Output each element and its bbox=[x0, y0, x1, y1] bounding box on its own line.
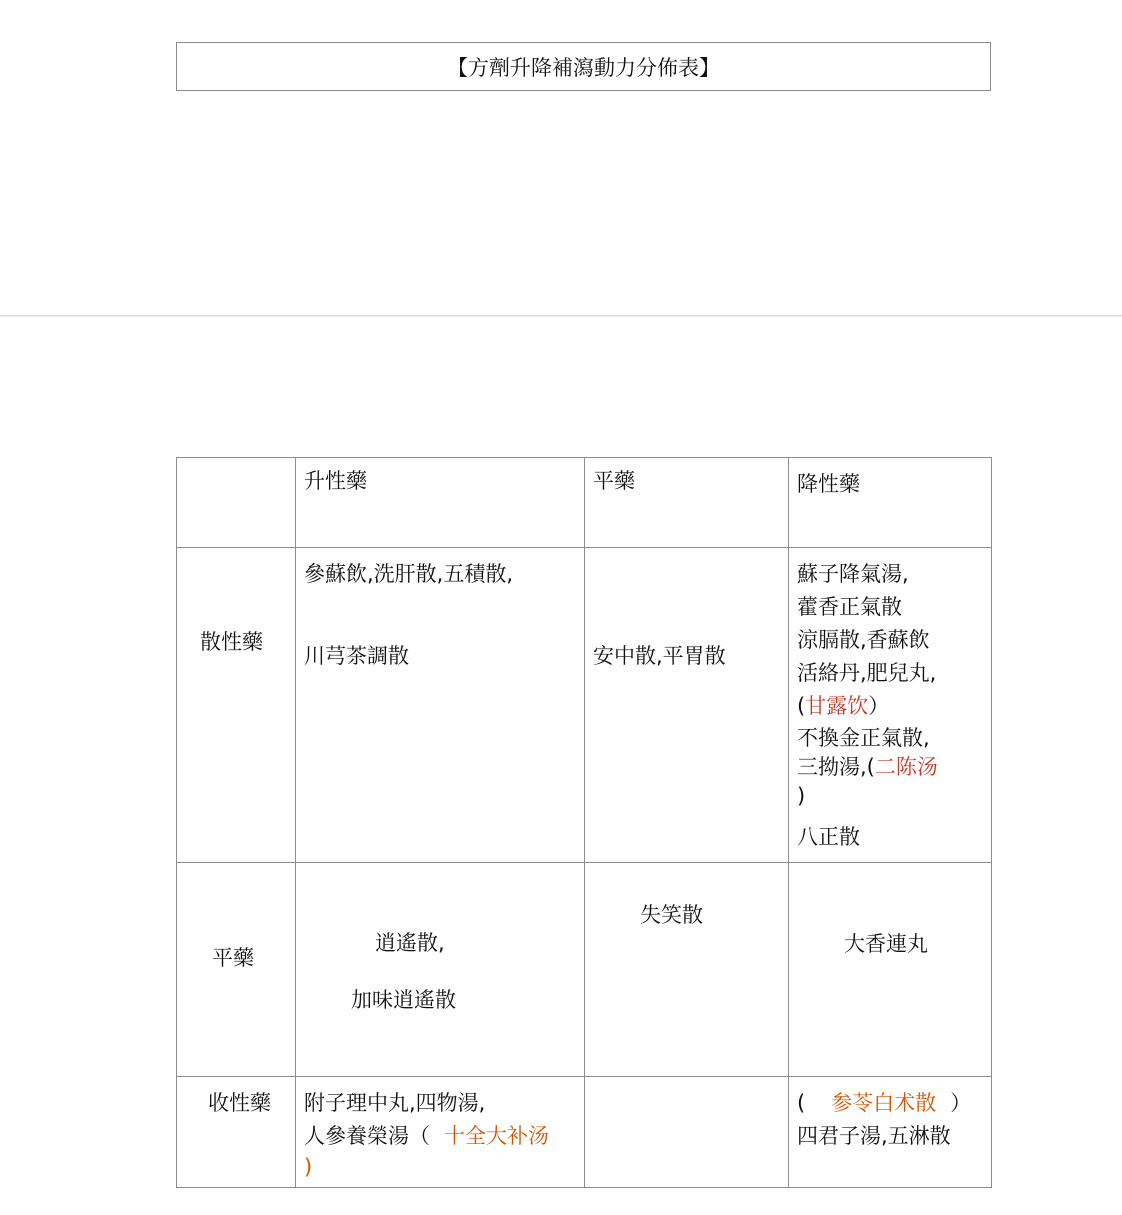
shenling-baizhu-san-text: 参苓白术散 bbox=[831, 1091, 937, 1115]
cell-san-sheng-line1: 參蘇飲,洗肝散,五積散, bbox=[304, 562, 514, 586]
sanao-tang-text: 三拗湯,( bbox=[797, 755, 875, 779]
cell-san-jiang-line9: 八正散 bbox=[797, 825, 860, 849]
cell-ping-jiang: 大香連丸 bbox=[844, 932, 928, 956]
header-ping: 平藥 bbox=[593, 469, 635, 493]
paren-close: ） bbox=[950, 1091, 972, 1115]
cell-san-jiang-line2: 藿香正氣散 bbox=[797, 595, 902, 619]
prescription-table bbox=[176, 457, 992, 1188]
cell-san-sheng-line2: 川芎茶調散 bbox=[304, 644, 409, 668]
page-divider bbox=[0, 315, 1122, 317]
cell-san-jiang-line1: 蘇子降氣湯, bbox=[797, 562, 909, 586]
cell-shou-sheng-line1: 附子理中丸,四物湯, bbox=[304, 1091, 486, 1115]
table-title-box bbox=[176, 42, 991, 91]
cell-ping-sheng-line2: 加味逍遙散 bbox=[351, 988, 456, 1012]
paren-open: ( bbox=[797, 1091, 806, 1115]
table-title: 【方劑升降補瀉動力分佈表】 bbox=[447, 55, 720, 80]
cell-san-jiang-line8: ) bbox=[797, 784, 806, 808]
cell-san-jiang-line6: 不換金正氣散, bbox=[797, 726, 930, 750]
header-sheng: 升性藥 bbox=[304, 469, 367, 493]
table-border-left bbox=[176, 457, 177, 1188]
col-divider bbox=[584, 457, 585, 1188]
cell-san-ping: 安中散,平胃散 bbox=[593, 644, 726, 668]
col-divider bbox=[788, 457, 789, 1188]
cell-shou-sheng-line2 bbox=[304, 1120, 549, 1152]
cell-shou-jiang-line1 bbox=[797, 1087, 971, 1119]
table-border-right bbox=[991, 457, 992, 1188]
row-label-shou: 收性藥 bbox=[208, 1091, 271, 1115]
cell-ping-sheng-line1: 逍遙散, bbox=[375, 931, 445, 955]
cell-ping-ping: 失笑散 bbox=[640, 903, 703, 927]
cell-san-jiang-line3: 涼膈散,香蘇飲 bbox=[797, 628, 930, 652]
erchen-tang-text: 二陈汤 bbox=[874, 755, 938, 779]
row-label-ping: 平藥 bbox=[212, 946, 254, 970]
cell-shou-sheng-line3: ) bbox=[304, 1155, 313, 1179]
shiquan-dabu-tang-text: 十全大补汤 bbox=[444, 1124, 549, 1148]
paren-close: ） bbox=[868, 694, 890, 718]
ganlu-yin-text: 甘露饮 bbox=[805, 694, 869, 718]
renshen-yangrong-tang-text: 人參養榮湯（ bbox=[304, 1124, 430, 1148]
cell-san-jiang-line7 bbox=[797, 751, 938, 783]
cell-san-jiang-line4: 活絡丹,肥兒丸, bbox=[797, 661, 937, 685]
paren-open: ( bbox=[797, 694, 806, 718]
header-jiang: 降性藥 bbox=[797, 472, 860, 496]
cell-shou-jiang-line2: 四君子湯,五淋散 bbox=[797, 1124, 951, 1148]
cell-san-jiang-line5 bbox=[797, 690, 889, 722]
col-divider bbox=[295, 457, 296, 1188]
row-label-san: 散性藥 bbox=[200, 630, 263, 654]
